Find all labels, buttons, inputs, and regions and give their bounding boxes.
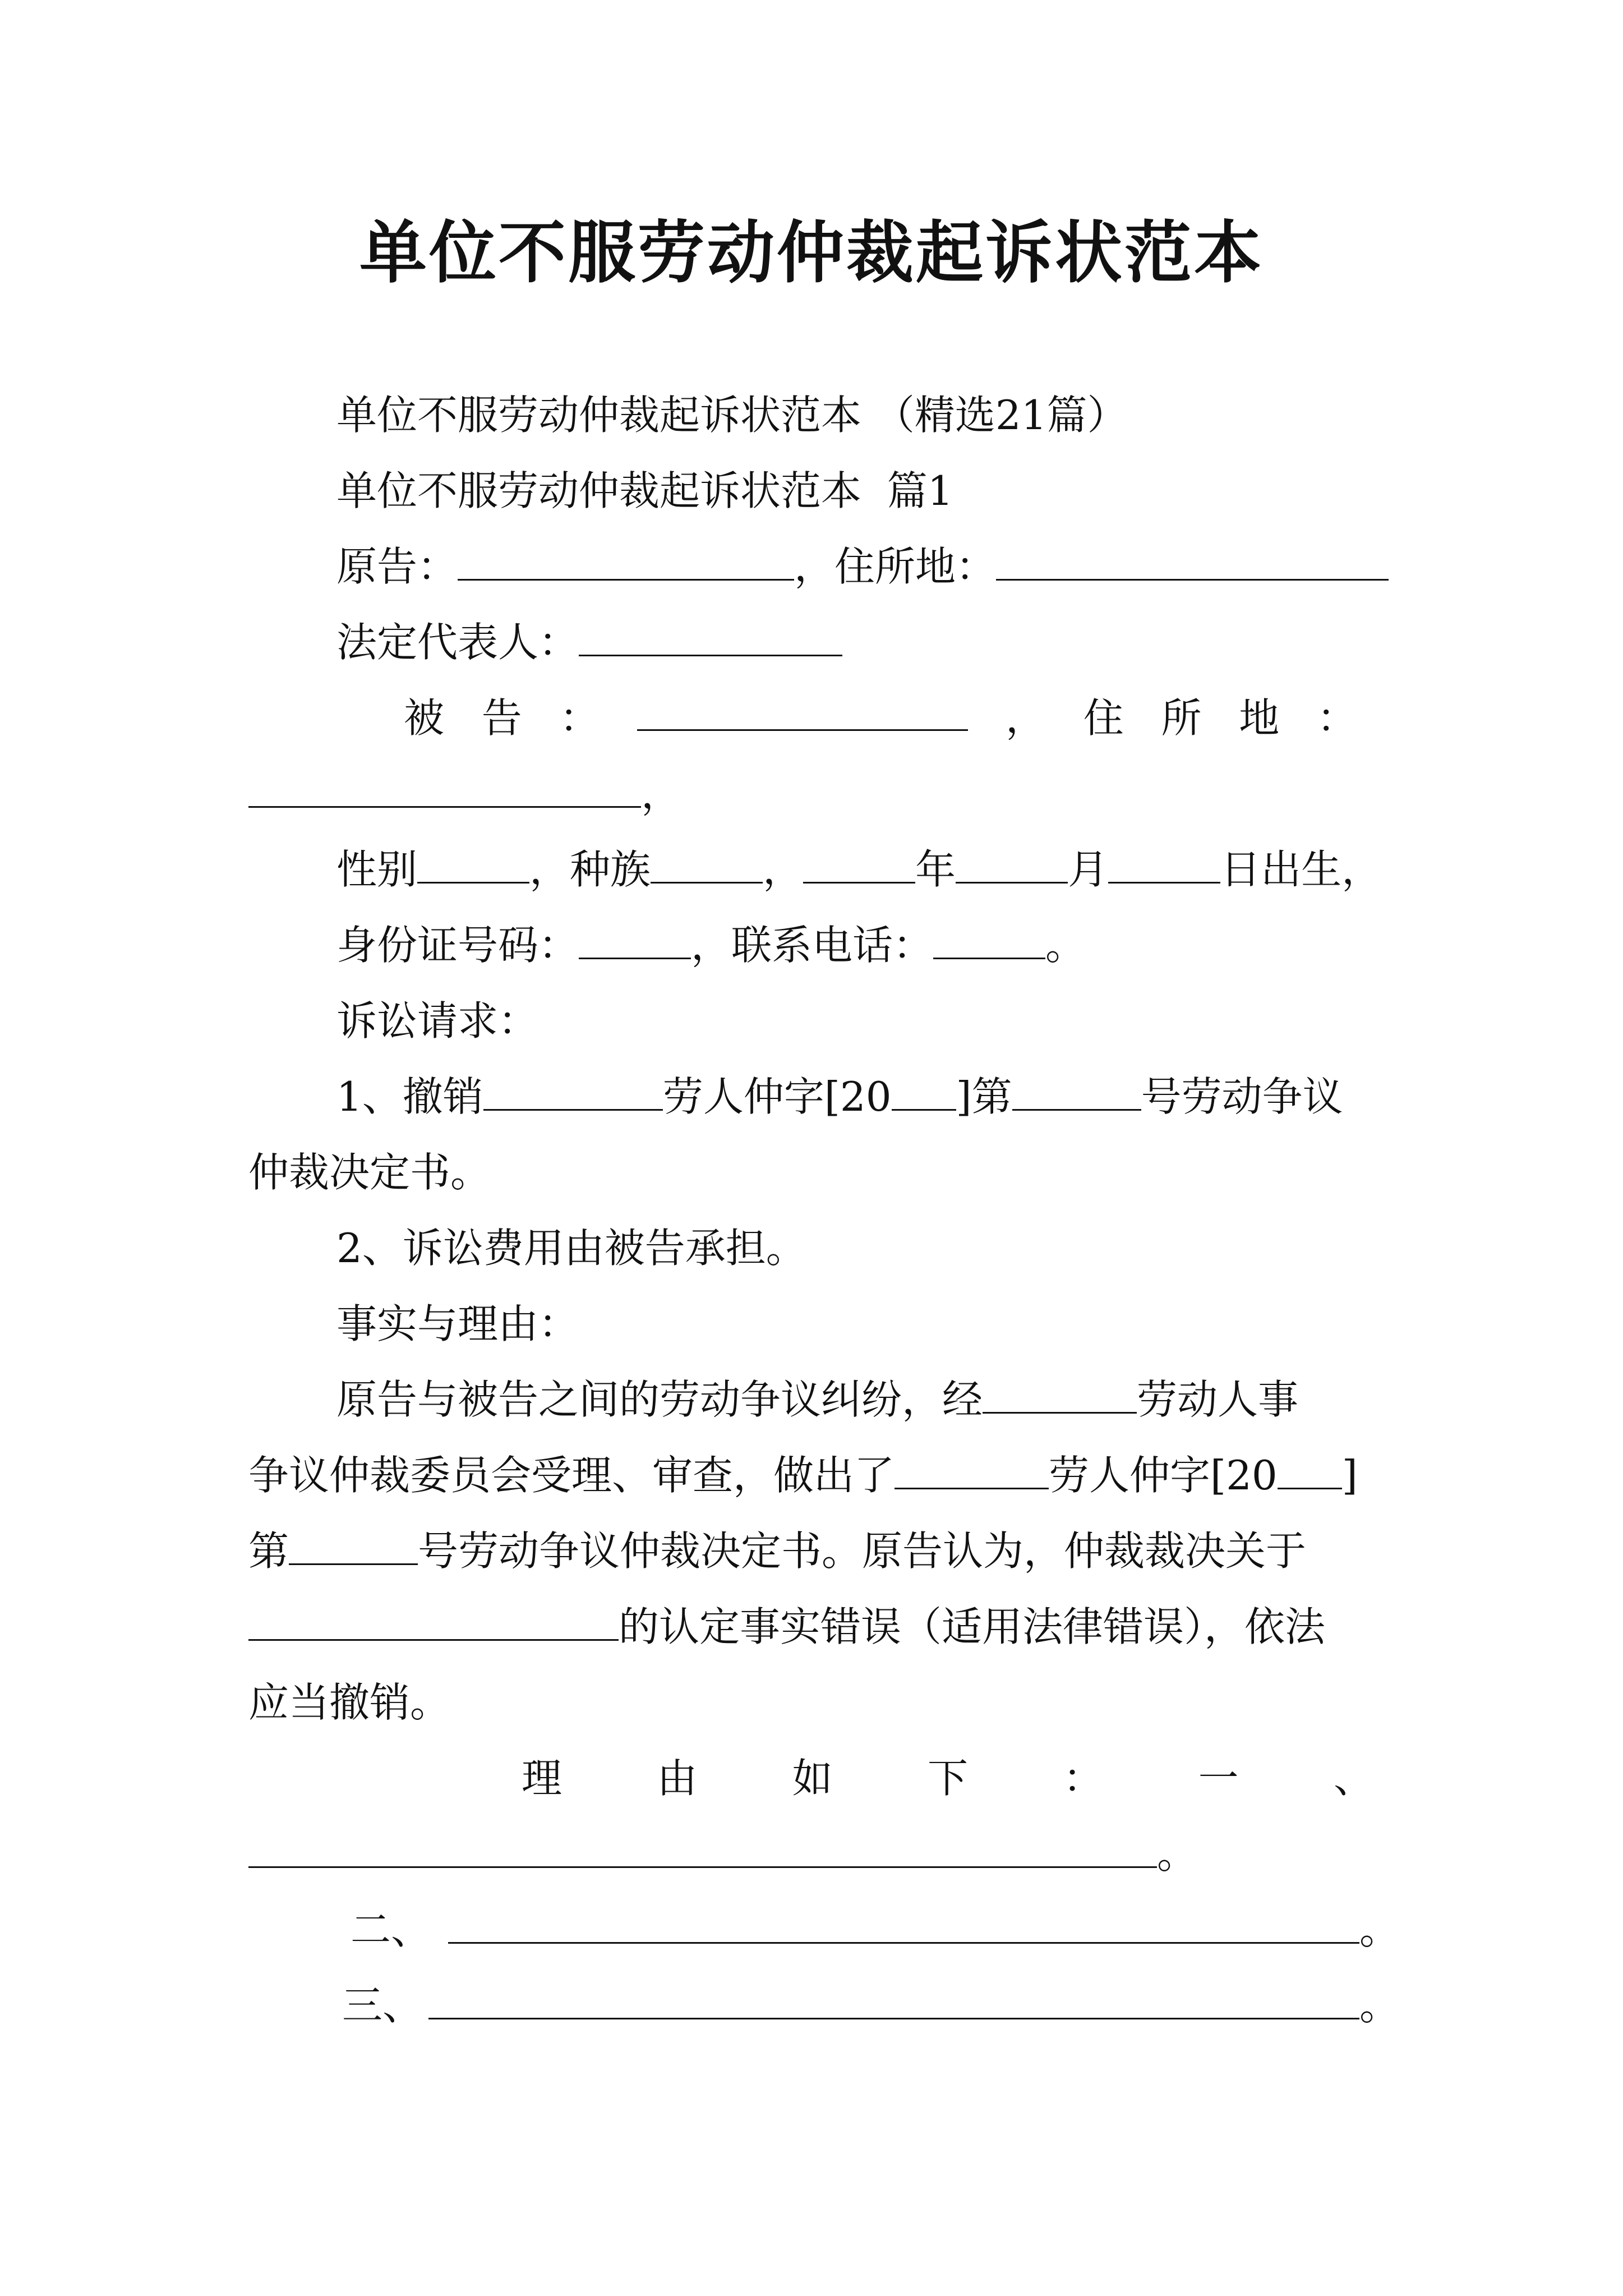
facts-line-2-c: ] — [1341, 1452, 1358, 1499]
id-number-label: 身份证号码： — [336, 922, 579, 969]
phone-blank — [933, 918, 1045, 959]
facts-line-3 — [248, 1523, 1306, 1579]
facts-year-blank — [1278, 1448, 1342, 1489]
facts-line-5-text: 应当撤销。 — [248, 1679, 451, 1726]
defendant-blank — [637, 690, 968, 731]
claims-title-text: 诉讼请求： — [336, 997, 539, 1045]
reason-3-line — [342, 1977, 1400, 2033]
defendant-residence-char: ： — [1316, 694, 1357, 742]
month-blank — [956, 843, 1068, 884]
claim-1-continued — [248, 1144, 491, 1200]
separator: ， — [763, 846, 804, 893]
claim-1-year-blank — [892, 1070, 956, 1111]
facts-line-2 — [248, 1447, 1358, 1503]
gender-label: 性别 — [336, 846, 418, 893]
reasons-heading-line — [522, 1750, 1374, 1806]
id-number-blank — [579, 918, 691, 959]
plaintiff-residence-blank — [996, 540, 1389, 581]
ethnicity-label: ，种族 — [529, 846, 651, 893]
claim-1-end: 仲裁决定书。 — [248, 1149, 491, 1196]
defendant-char: 告 — [481, 694, 522, 742]
facts-line-1-b: 劳动人事 — [1137, 1376, 1299, 1423]
claim-1-line — [336, 1069, 1343, 1125]
legal-rep-blank — [579, 615, 842, 656]
facts-line-1 — [336, 1372, 1298, 1428]
facts-subject-blank — [248, 1600, 619, 1641]
reason-1-end: 。 — [1157, 1830, 1198, 1878]
defendant-residence-char: 地 — [1239, 694, 1280, 742]
facts-line-4 — [248, 1599, 1325, 1655]
contact-end: 。 — [1045, 922, 1086, 969]
contact-line — [336, 917, 1086, 973]
day-label: 日出生， — [1220, 846, 1382, 893]
reason-2-end: 。 — [1359, 1906, 1400, 1953]
facts-title-text: 事实与理由： — [336, 1300, 579, 1347]
document-title: 单位不服劳动仲裁起诉状范本 — [359, 214, 1264, 292]
defendant-comma: ， — [1005, 694, 1046, 742]
facts-line-2-a: 争议仲裁委员会受理、审查，做出了 — [248, 1452, 895, 1499]
reasons-char: 由 — [657, 1755, 698, 1802]
claim-1-org-blank — [483, 1070, 663, 1111]
claim-1-prefix: 1、撤销 — [336, 1073, 483, 1120]
facts-line-3-b: 号劳动争议仲裁决定书。原告认为，仲裁裁决关于 — [418, 1527, 1307, 1575]
gender-blank — [417, 843, 529, 884]
reason-2-line — [351, 1902, 1400, 1958]
section-heading-text: 单位不服劳动仲裁起诉状范本 篇1 — [336, 467, 953, 514]
reason-2-blank — [448, 1903, 1359, 1944]
plaintiff-line — [336, 539, 1389, 595]
legal-rep-line — [336, 614, 842, 670]
claim-1-suffix: 号劳动争议 — [1141, 1073, 1343, 1120]
claim-1-number-prefix: ]第 — [956, 1073, 1012, 1120]
facts-line-3-a: 第 — [248, 1527, 289, 1575]
facts-org-blank — [983, 1373, 1137, 1414]
defendant-residence-blank — [248, 767, 641, 808]
reasons-char: 一 — [1198, 1755, 1239, 1802]
personal-info-line — [336, 841, 1382, 898]
reasons-char: 下 — [927, 1755, 968, 1802]
legal-rep-label: 法定代表人： — [336, 619, 579, 666]
claim-2-text: 2、诉讼费用由被告承担。 — [336, 1225, 806, 1272]
reasons-char: ： — [1063, 1755, 1104, 1802]
reasons-char: 理 — [522, 1755, 562, 1802]
facts-line-2-b: 劳人仲字[20 — [1049, 1452, 1278, 1499]
facts-line-1-a: 原告与被告之间的劳动争议纠纷，经 — [336, 1376, 983, 1423]
defendant-residence-char: 所 — [1161, 694, 1202, 742]
phone-label: ，联系电话： — [691, 922, 934, 969]
year-label: 年 — [915, 846, 956, 893]
year-blank — [803, 843, 915, 884]
defendant-residence-trail: ， — [641, 770, 682, 817]
plaintiff-label: 原告： — [336, 543, 458, 590]
claim-1-doc-prefix: 劳人仲字[20 — [662, 1073, 892, 1120]
defendant-residence-char: 住 — [1083, 694, 1124, 742]
reason-3-blank — [428, 1978, 1359, 2019]
claim-1-number-blank — [1012, 1070, 1141, 1111]
facts-line-4-text: 的认定事实错误（适用法律错误），依法 — [619, 1603, 1326, 1650]
defendant-line — [404, 690, 1357, 746]
reason-3-label: 三、 — [342, 1982, 423, 2029]
intro-text: 单位不服劳动仲裁起诉状范本 （精选21篇） — [336, 392, 1128, 439]
reason-1-blank — [248, 1827, 1157, 1868]
facts-title — [336, 1296, 579, 1352]
defendant-char: 被 — [404, 694, 445, 742]
facts-line-5 — [248, 1674, 450, 1731]
plaintiff-residence-label: ，住所地： — [794, 543, 997, 590]
facts-number-blank — [289, 1524, 418, 1565]
reason-1-line — [248, 1826, 1197, 1882]
day-blank — [1108, 843, 1220, 884]
claim-2-line — [336, 1220, 806, 1276]
reasons-char: 如 — [792, 1755, 833, 1802]
reason-2-label: 二、 — [351, 1906, 432, 1953]
plaintiff-blank — [458, 540, 794, 581]
section-heading — [336, 463, 953, 519]
intro-line — [336, 387, 1128, 443]
ethnicity-blank — [651, 843, 763, 884]
month-label: 月 — [1068, 846, 1109, 893]
defendant-char: ： — [559, 694, 600, 742]
reason-3-end: 。 — [1359, 1982, 1400, 2029]
defendant-residence-line — [248, 766, 681, 822]
reasons-char: 、 — [1333, 1755, 1374, 1802]
claims-title — [336, 993, 538, 1049]
facts-org-blank-2 — [895, 1448, 1049, 1489]
